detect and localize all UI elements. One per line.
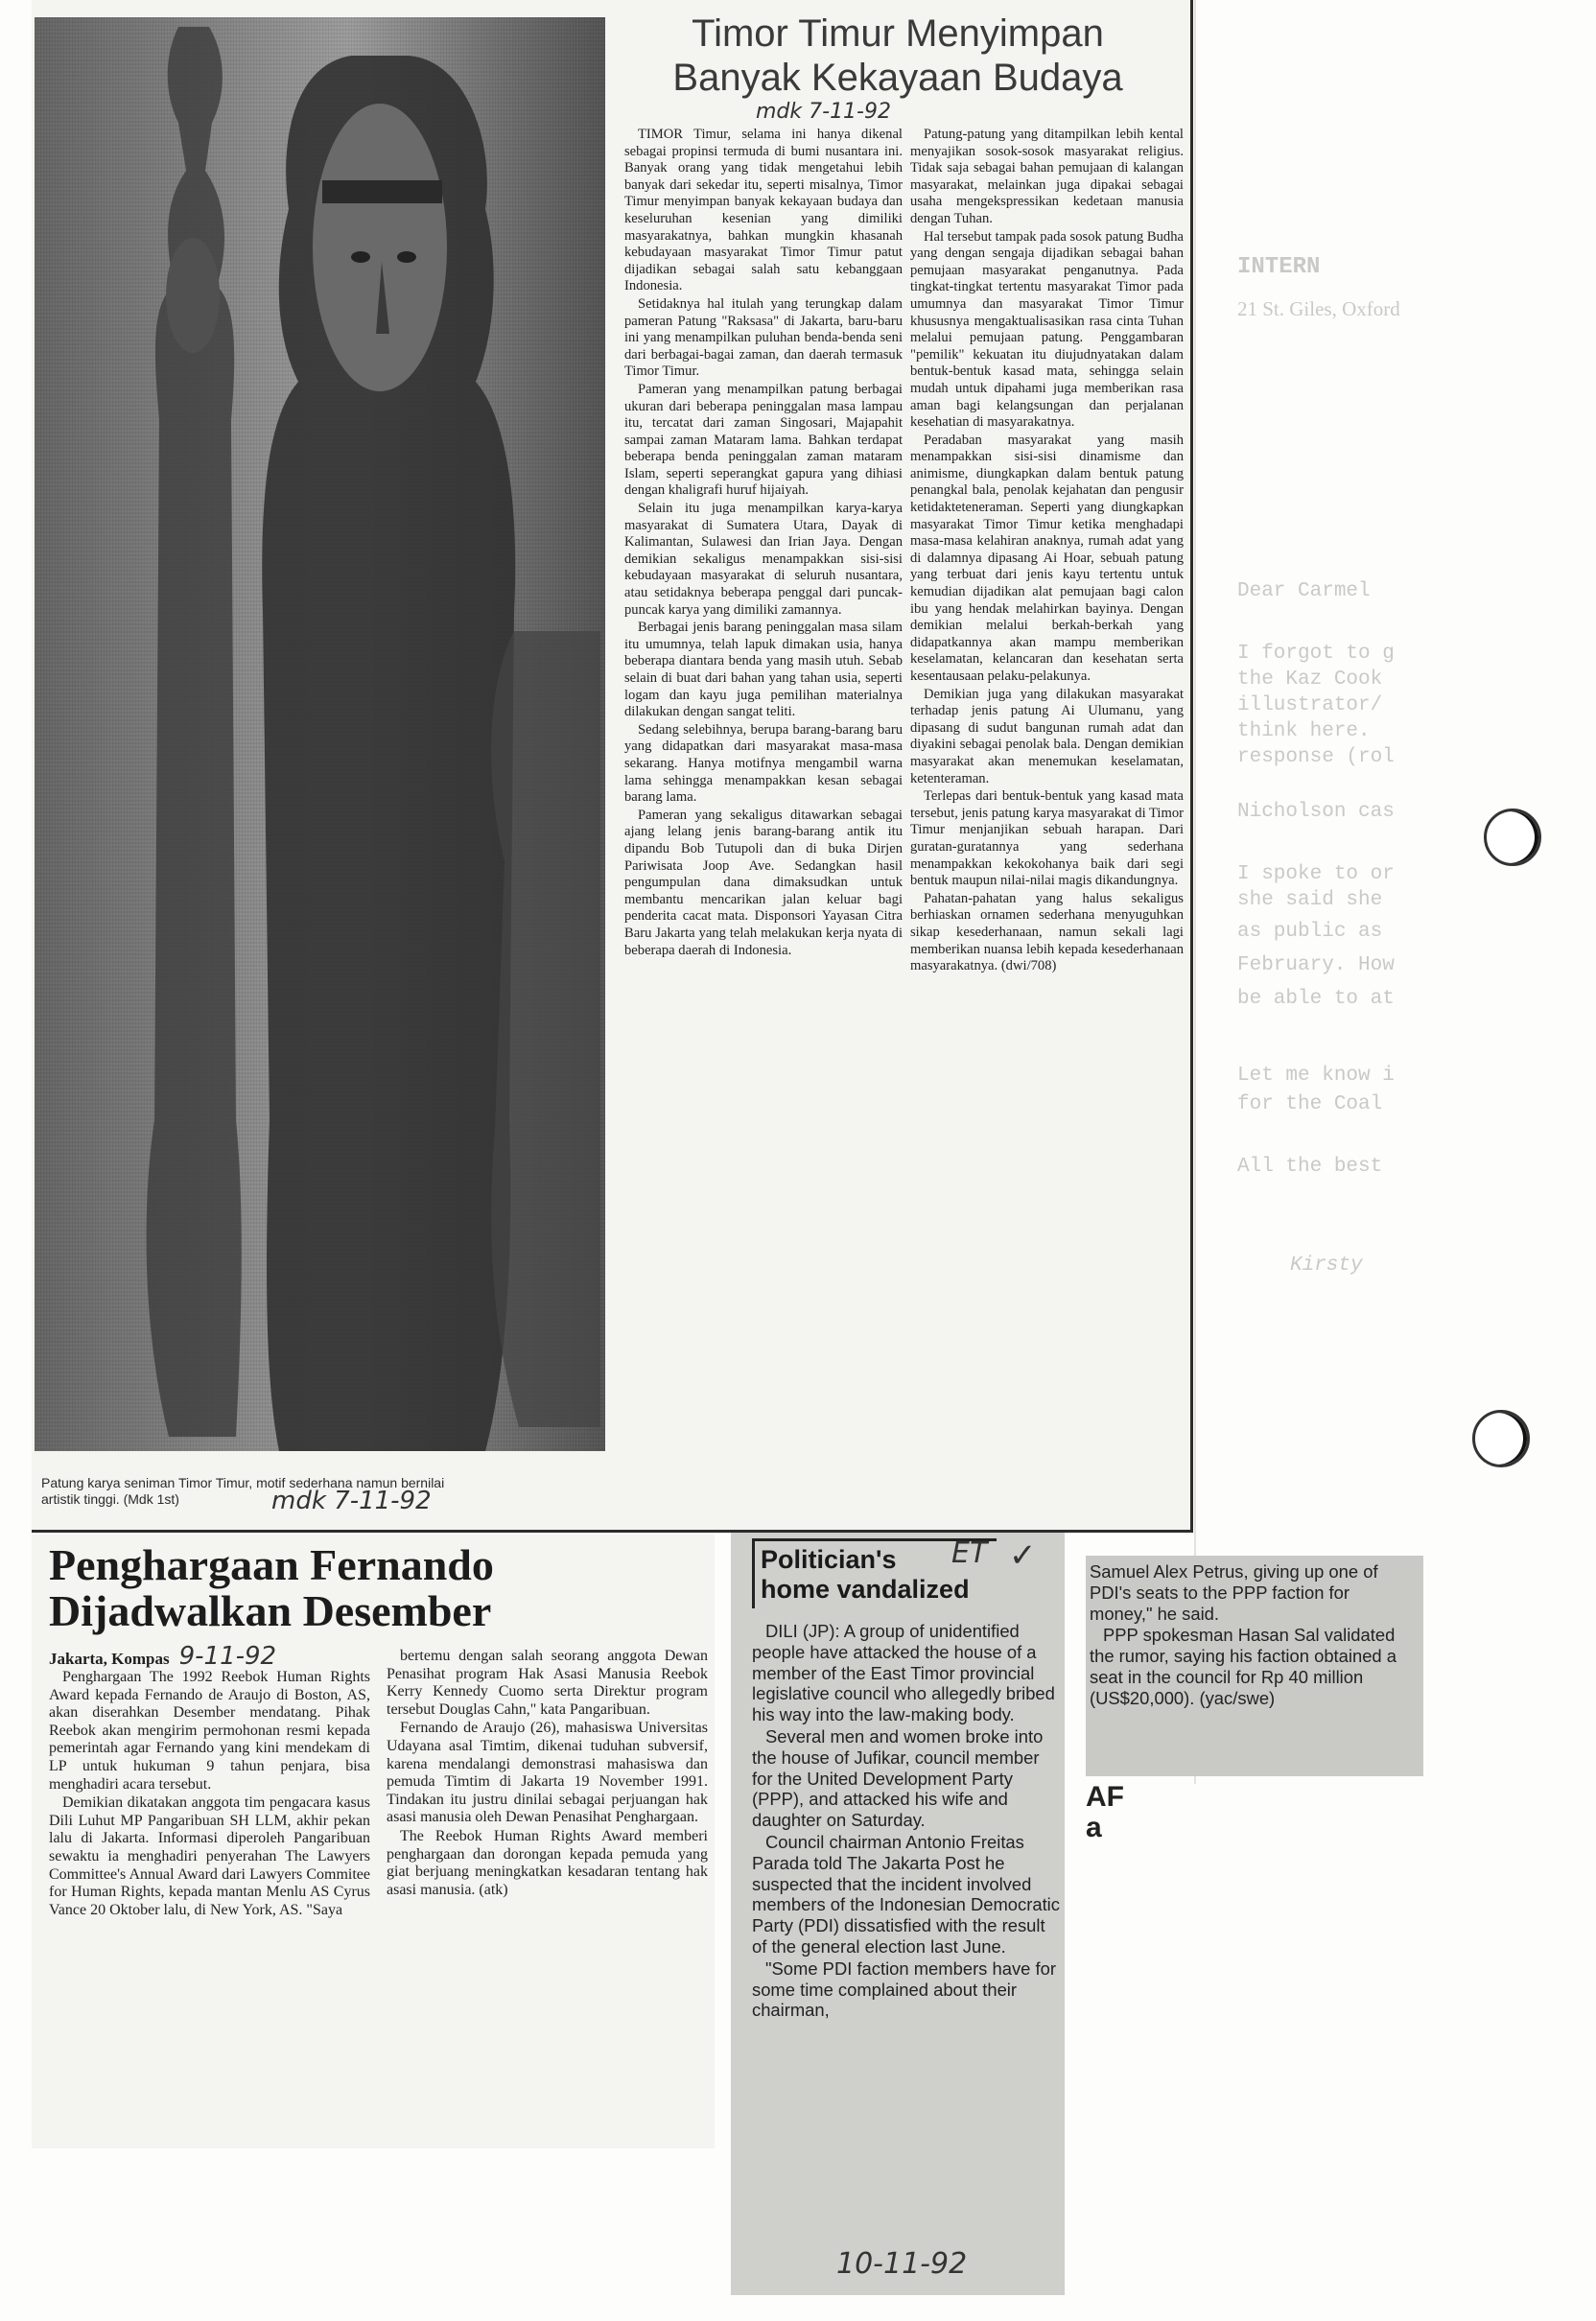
title-line-2: Dijadwalkan Desember xyxy=(49,1586,492,1635)
paragraph: Peradaban masyarakat yang masih menampakkan sisi-sisi dinamisme dan animisme, diungkapkan dalam bentuk patung penangkal bala, penolak kejahatan dan pengusir ketidakteteneraman. Seperti yang diungkapkan masyarakat Timor Timur ketika menghadapi masa-masa kelahiran anaknya, rumah adat yang di dalamnya dipasang Ai Hoar, sebuah patung yang terbuat dari jenis kayu tertentu untuk kemudian dijadikan alat pemujaan bagi calon ibu yang hendak melahirkan bayinya. Dengan demikian melalui berkah-berkah yang didapatkannya akan mampu memberikan keselamatan, kelancaran dan kesehatan serta kesentausaan pelaku-pelakunya. xyxy=(910,432,1184,684)
article-title xyxy=(607,12,1188,100)
article-column-1 xyxy=(624,127,903,959)
cutoff-fragment: AF a xyxy=(1086,1781,1124,1843)
article-body xyxy=(752,1621,1064,2021)
faint-line: Dear Carmel xyxy=(1237,580,1371,602)
paragraph: Pameran yang sekaligus ditawarkan sebagai ajang lelang jenis barang-barang antik itu dipandu Bob Tutupoli dan di buka Dirjen Pariwisata Joop Ave. Sedangkan hasil pengumpulan dana dimaksudkan untuk membantu mencarikan jalan keluar bagi penderita cacat mata. Disponsori Yayasan Citra Baru Jakarta yang telah melakukan kerja nyata di beberapa daerah di Indonesia. xyxy=(624,807,903,958)
paragraph: Pameran yang menampilkan patung berbagai ukuran dari beberapa peninggalan masa lampau itu, tercatat dari zaman Singosari, Majapahit sampai zaman Mataram lama. Bahkan terdapat beberapa benda peninggalan zaman mataram Islam, seperti seperangkat gapura yang dihiasi dengan khaligrafi huruf hijaiyah. xyxy=(624,381,903,499)
sculpture-photo xyxy=(35,17,605,1451)
faint-line: illustrator/ xyxy=(1237,694,1383,716)
caption-handwritten-date: mdk 7-11-92 xyxy=(271,1487,432,1515)
dateline-row xyxy=(49,1642,276,1671)
faint-line: INTERN xyxy=(1237,254,1321,280)
paragraph: Fernando de Araujo (26), mahasiswa Universitas Udayana asal Timtim, dikenai tuduhan subversif, karena mendalangi demonstrasi mahasiswa dan pemuda Timtim di Jakarta 19 November 1991. Tindakan itu justru dinilai sebagai perjuangan hak asasi manusia oleh Dewan Penasihat Penghargaan. xyxy=(387,1720,708,1826)
faint-line: February. How xyxy=(1237,954,1395,976)
paragraph: Patung-patung yang ditampilkan lebih kental menyajikan sosok-sosok masyarakat religius. Tidak saja sebagai bahan pemujaan di kalangan masyarakat, melainkan juga dipakai sebagai usaha mengekspressikan kedetaan manusia dengan Tuhan. xyxy=(910,127,1184,226)
faint-line: the Kaz Cook xyxy=(1237,668,1383,691)
faint-line: 21 St. Giles, Oxford xyxy=(1237,297,1400,320)
paragraph: Demikian juga yang dilakukan masyarakat terhadap jenis patung Ai Ulumanu, yang dipasang di sudut bangunan rumah adat dan diyakini sebagai penolak bala. Dengan demikian masyarakat akan menemukan keselamatan, ketenteraman. xyxy=(910,686,1184,786)
faint-line: Kirsty xyxy=(1290,1254,1363,1277)
paragraph: bertemu dengan salah seorang anggota Dewan Penasihat program Hak Asasi Manusia Reebok Kerry Kennedy Cuomo serta Direktur program tersebut Douglas Cahn," kata Pangaribuan. xyxy=(387,1648,708,1718)
paragraph: Demikian dikatakan anggota tim pengacara kasus Dili Luhut MP Pangaribuan SH LLM, akhir pekan lalu di Jakarta. Informasi diperoleh Pangaribuan sewaktu ia menghadiri penyerahan The Lawyers Committee's Annual Award dari Lawyers Commitee for Human Rights, kepada mantan Menlu AS Cyrus Vance 20 Oktober lalu, di New York, AS. "Saya xyxy=(49,1794,370,1918)
paragraph: Berbagai jenis barang peninggalan masa silam itu umumnya, telah lapuk dimakan usia, hanya beberapa diantara benda yang masih utuh. Sebab selain di buat dari bahan yang tahan usia, seperti logam dan kayu juga pemilihan materialnya dilakukan dengan sangat teliti. xyxy=(624,620,903,720)
paragraph: Setidaknya hal itulah yang terungkap dalam pameran Patung "Raksasa" di Jakarta, baru-baru ini yang menampilkan puluhan benda-benda seni dari berbagai-bagai zaman, dan daerah termasuk Timor Timur. xyxy=(624,295,903,380)
article-body xyxy=(1090,1561,1416,1709)
handwritten-date: 9-11-92 xyxy=(178,1642,277,1671)
handwritten-tag: ET xyxy=(951,1536,988,1570)
letter-edge xyxy=(1194,0,1196,1784)
article-column-2 xyxy=(387,1648,708,1899)
paragraph: PPP spokesman Hasan Sal validated the rumor, saying his faction obtained a seat in the council for Rp 40 million (US$20,000). (yac/swe) xyxy=(1090,1625,1396,1708)
paragraph: "Some PDI faction members have for some time complained about their chairman, xyxy=(752,1958,1056,2021)
clipping-timor-timur xyxy=(32,0,1193,1533)
clipping-politician xyxy=(731,1533,1065,2295)
punch-hole xyxy=(1472,1410,1530,1467)
faint-line: I forgot to g xyxy=(1237,643,1395,665)
paragraph: Hal tersebut tampak pada sosok patung Budha yang dengan sengaja dijadikan sebagai bahan pemujaan masyarakat penganutnya. Pada tingkat-tingkat tertentu masyarakat Timor pada umumnya dan masyarakat Timor Timur khususnya mengaktualisasikan rasa cinta Tuhan melalui pemujaan patung. Penggambaran "pemilik" kekuatan itu diujudnyatakan dalam bentuk-bentuk kasad mata, sehingga selain mudah untuk dipahami juga memberikan rasa aman bagi kelangsungan dan perjalanan kesehatian di masyarakatnya. xyxy=(910,228,1184,431)
title-line-1: Timor Timur Menyimpan xyxy=(692,12,1104,55)
handwritten-date: 10-11-92 xyxy=(836,2247,968,2281)
clipping-fernando xyxy=(32,1535,715,2148)
article-title xyxy=(49,1542,711,1634)
checkmark-icon: ✓ xyxy=(1009,1538,1037,1574)
paragraph: Several men and women broke into the house of Jufikar, council member for the United Development Party (PPP), and attacked his wife and daughter on Saturday. xyxy=(752,1725,1044,1831)
faint-line: be able to at xyxy=(1237,988,1395,1010)
paragraph: The Reebok Human Rights Award memberi penghargaan dan dorongan kepada pemuda yang giat berjuang meningkatkan kesadaran tentang hak asasi manusia. (atk) xyxy=(387,1827,708,1898)
title-line-1: Politician's xyxy=(761,1545,897,1574)
paragraph: Penghargaan The 1992 Reebok Human Rights Award kepada Fernando de Araujo di Boston, AS, akan diserahkan Desember mendatang. Pihak Reebok akan mengirim permohonan resmi kepada pemerintah agar Fernando yang kini mendekam di LP untuk hukuman 9 tahun penjara, bisa menghadiri acara tersebut. xyxy=(49,1669,370,1793)
faint-line: she said she xyxy=(1237,889,1383,911)
faint-line: for the Coal xyxy=(1237,1093,1383,1115)
faint-line: as public as xyxy=(1237,921,1383,943)
faint-line: response (rol xyxy=(1237,746,1395,768)
title-handwritten-date: mdk 7-11-92 xyxy=(756,100,891,124)
background-letter xyxy=(1194,0,1596,2321)
paragraph: Council chairman Antonio Freitas Parada told The Jakarta Post he suspected that the incident involved members of the Indonesian Democratic Party (PDI) dissatisfied with the result of the general election last June. xyxy=(752,1831,1060,1957)
faint-line: think here. xyxy=(1237,720,1371,742)
paragraph: Samuel Alex Petrus, giving up one of PDI's seats to the PPP faction for money," he said. xyxy=(1090,1561,1378,1624)
title-line-2: home vandalized xyxy=(761,1575,970,1604)
paragraph: TIMOR Timur, selama ini hanya dikenal sebagai propinsi termuda di bumi nusantara ini. Banyak orang yang tidak mengetahui lebih banyak dari sekedar itu, seperti misalnya, Timor Timur menyimpan banyak kekayaan budaya dan keseluruhan kesenian yang dimiliki masyarakatnya, bahkan mungkin khasanah kebudayaan masyarakat Timor Timur patut dijadikan sebagai salah satu kebanggaan Indonesia. xyxy=(624,127,903,294)
title-line-2: Banyak Kekayaan Budaya xyxy=(672,57,1123,99)
paragraph: Sedang selebihnya, berupa barang-barang baru yang didapatkan dari masyarakat masa-masa sekarang. Hanya motifnya mengambil warna lama sehingga menampakkan kesan sebagai barang lama. xyxy=(624,721,903,806)
paragraph: DILI (JP): A group of unidentified people have attacked the house of a member of the East Timor provincial legislative council who allegedly bribed his way into the law-making body. xyxy=(752,1621,1055,1725)
title-line-1: Penghargaan Fernando xyxy=(49,1540,494,1589)
dateline: Jakarta, Kompas xyxy=(49,1650,170,1668)
article-column-1 xyxy=(49,1669,370,1919)
punch-hole xyxy=(1484,809,1541,866)
faint-line: I spoke to or xyxy=(1237,863,1395,885)
paragraph: Terlepas dari bentuk-bentuk yang kasad mata tersebut, jenis patung karya masyarakat di Timor Timur menjanjikan sebuah harapan. Dari guratan-guratannya yang sederhana menampakkan kekokohanya baik dari segi bentuk maupun nilai-nilai magis dikandungnya. xyxy=(910,788,1184,889)
faint-line: Nicholson cas xyxy=(1237,801,1395,823)
clipping-politician-continued xyxy=(1086,1556,1423,1776)
faint-line: Let me know i xyxy=(1237,1065,1395,1087)
paragraph: Selain itu juga menampilkan karya-karya masyarakat di Sumatera Utara, Dayak di Kalimantan, Sulawesi dan Irian Jaya. Dengan demikian sekaligus menampakkan sisi-sisi kebudayaan masyarakat di seluruh nusantara, atau setidaknya beberapa penggal dari puncak-puncak karya yang dimiliki zamannya. xyxy=(624,501,903,618)
faint-line: All the best xyxy=(1237,1156,1383,1178)
photo-caption: Patung karya seniman Timor Timur, motif sederhana namun bernilai artistik tinggi. (Mdk 1st) xyxy=(41,1475,445,1507)
article-column-2 xyxy=(910,127,1184,975)
paragraph: Pahatan-pahatan yang halus sekaligus berhiaskan ornamen sederhana menyuguhkan sikap kesederhanaan, namun sekali lagi memberikan nuansa lebih kepada kesederhanaan masyarakatnya. (dwi/708) xyxy=(910,890,1184,974)
sculpture-figures xyxy=(35,17,605,1451)
